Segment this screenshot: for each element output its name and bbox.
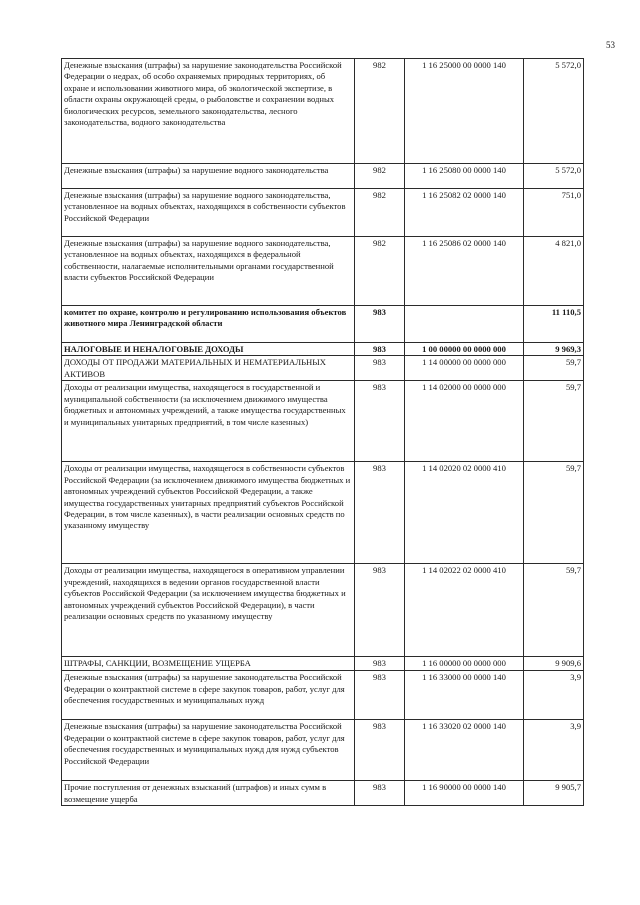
budget-code-cell: 1 14 02020 02 0000 410 [405, 462, 524, 564]
admin-code-cell: 983 [355, 671, 405, 720]
table-row [62, 189, 584, 237]
table-row [62, 671, 584, 720]
admin-code-cell: 983 [355, 306, 405, 343]
revenue-name-cell: комитет по охране, контролю и регулированию использования объектов животного мира Ленинградской области [62, 306, 355, 343]
admin-code-cell: 983 [355, 781, 405, 806]
amount-cell: 59,7 [524, 356, 584, 381]
revenue-name-cell: Денежные взыскания (штрафы) за нарушение законодательства Российской Федерации о недрах, об особо охраняемых природных территориях, об охране и использовании животного мира, об экологической экспертизе, в области охраны окружающей среды, о рыболовстве и сохранении водных биологических ресурсов, земельного законодательства, лесного законодательства, водного законодательства [62, 59, 355, 164]
revenue-table [61, 58, 584, 806]
admin-code-cell: 983 [355, 343, 405, 356]
revenue-name-cell: Доходы от реализации имущества, находящегося в оперативном управлении учреждений, находящихся в ведении органов государственной власти субъектов Российской Федерации (за исключением имущества бюджетных и автономных учреждений субъектов Российской Федерации), в части реализации основных средств по указанному имуществу [62, 564, 355, 657]
admin-code-cell: 982 [355, 189, 405, 237]
admin-code-cell: 983 [355, 356, 405, 381]
table-row [62, 781, 584, 806]
table-row [62, 462, 584, 564]
budget-code-cell: 1 16 90000 00 0000 140 [405, 781, 524, 806]
table-row [62, 237, 584, 306]
revenue-name-cell: Доходы от реализации имущества, находящегося в собственности субъектов Российской Федерации (за исключением движимого имущества бюджетных и автономных учреждений субъектов Российской Федерации, а также имущества государственных унитарных предприятий субъектов Российской Федерации, в том числе казенных), в части реализации основных средств по указанному имуществу [62, 462, 355, 564]
budget-code-cell: 1 16 25080 00 0000 140 [405, 164, 524, 189]
amount-cell: 11 110,5 [524, 306, 584, 343]
admin-code-cell: 983 [355, 564, 405, 657]
revenue-name-cell: ДОХОДЫ ОТ ПРОДАЖИ МАТЕРИАЛЬНЫХ И НЕМАТЕРИАЛЬНЫХ АКТИВОВ [62, 356, 355, 381]
amount-cell: 9 909,6 [524, 657, 584, 671]
revenue-name-cell: Прочие поступления от денежных взысканий (штрафов) и иных сумм в возмещение ущерба [62, 781, 355, 806]
amount-cell: 59,7 [524, 381, 584, 462]
revenue-name-cell: Денежные взыскания (штрафы) за нарушение водного законодательства, установленное на водных объектах, находящихся в собственности субъектов Российской Федерации [62, 189, 355, 237]
amount-cell: 3,9 [524, 720, 584, 781]
budget-code-cell: 1 14 00000 00 0000 000 [405, 356, 524, 381]
amount-cell: 4 821,0 [524, 237, 584, 306]
admin-code-cell: 983 [355, 381, 405, 462]
table-row [62, 164, 584, 189]
budget-code-cell: 1 16 33000 00 0000 140 [405, 671, 524, 720]
revenue-name-cell: Денежные взыскания (штрафы) за нарушение законодательства Российской Федерации о контрактной системе в сфере закупок товаров, работ, услуг для обеспечения государственных и муниципальных нужд [62, 671, 355, 720]
table-row [62, 306, 584, 343]
revenue-name-cell: Доходы от реализации имущества, находящегося в государственной и муниципальной собственности (за исключением движимого имущества бюджетных и автономных учреждений, а также имущества государственных и муниципальных унитарных предприятий, в том числе казенных) [62, 381, 355, 462]
budget-code-cell: 1 16 25082 02 0000 140 [405, 189, 524, 237]
revenue-name-cell: Денежные взыскания (штрафы) за нарушение водного законодательства, установленное на водных объектах, находящихся в федеральной собственности, налагаемые исполнительными органами государственной власти субъектов Российской Федерации [62, 237, 355, 306]
table-row [62, 657, 584, 671]
amount-cell: 5 572,0 [524, 59, 584, 164]
table-row [62, 59, 584, 164]
revenue-name-cell: ШТРАФЫ, САНКЦИИ, ВОЗМЕЩЕНИЕ УЩЕРБА [62, 657, 355, 671]
budget-code-cell: 1 16 00000 00 0000 000 [405, 657, 524, 671]
revenue-name-cell: НАЛОГОВЫЕ И НЕНАЛОГОВЫЕ ДОХОДЫ [62, 343, 355, 356]
amount-cell: 59,7 [524, 564, 584, 657]
admin-code-cell: 983 [355, 462, 405, 564]
table-row [62, 343, 584, 356]
table-row [62, 720, 584, 781]
amount-cell: 9 905,7 [524, 781, 584, 806]
page-number: 53 [606, 40, 615, 50]
budget-code-cell: 1 14 02022 02 0000 410 [405, 564, 524, 657]
table-row [62, 381, 584, 462]
amount-cell: 3,9 [524, 671, 584, 720]
budget-code-cell: 1 14 02000 00 0000 000 [405, 381, 524, 462]
admin-code-cell: 982 [355, 237, 405, 306]
amount-cell: 5 572,0 [524, 164, 584, 189]
budget-code-cell: 1 16 33020 02 0000 140 [405, 720, 524, 781]
amount-cell: 9 969,3 [524, 343, 584, 356]
table-row [62, 564, 584, 657]
amount-cell: 59,7 [524, 462, 584, 564]
revenue-name-cell: Денежные взыскания (штрафы) за нарушение водного законодательства [62, 164, 355, 189]
amount-cell: 751,0 [524, 189, 584, 237]
admin-code-cell: 983 [355, 720, 405, 781]
admin-code-cell: 983 [355, 657, 405, 671]
table-row [62, 356, 584, 381]
budget-code-cell: 1 00 00000 00 0000 000 [405, 343, 524, 356]
admin-code-cell: 982 [355, 59, 405, 164]
admin-code-cell: 982 [355, 164, 405, 189]
budget-code-cell: 1 16 25086 02 0000 140 [405, 237, 524, 306]
revenue-name-cell: Денежные взыскания (штрафы) за нарушение законодательства Российской Федерации о контрактной системе в сфере закупок товаров, работ, услуг для обеспечения государственных и муниципальных нужд для нужд субъектов Российской Федерации [62, 720, 355, 781]
budget-code-cell [405, 306, 524, 343]
budget-code-cell: 1 16 25000 00 0000 140 [405, 59, 524, 164]
